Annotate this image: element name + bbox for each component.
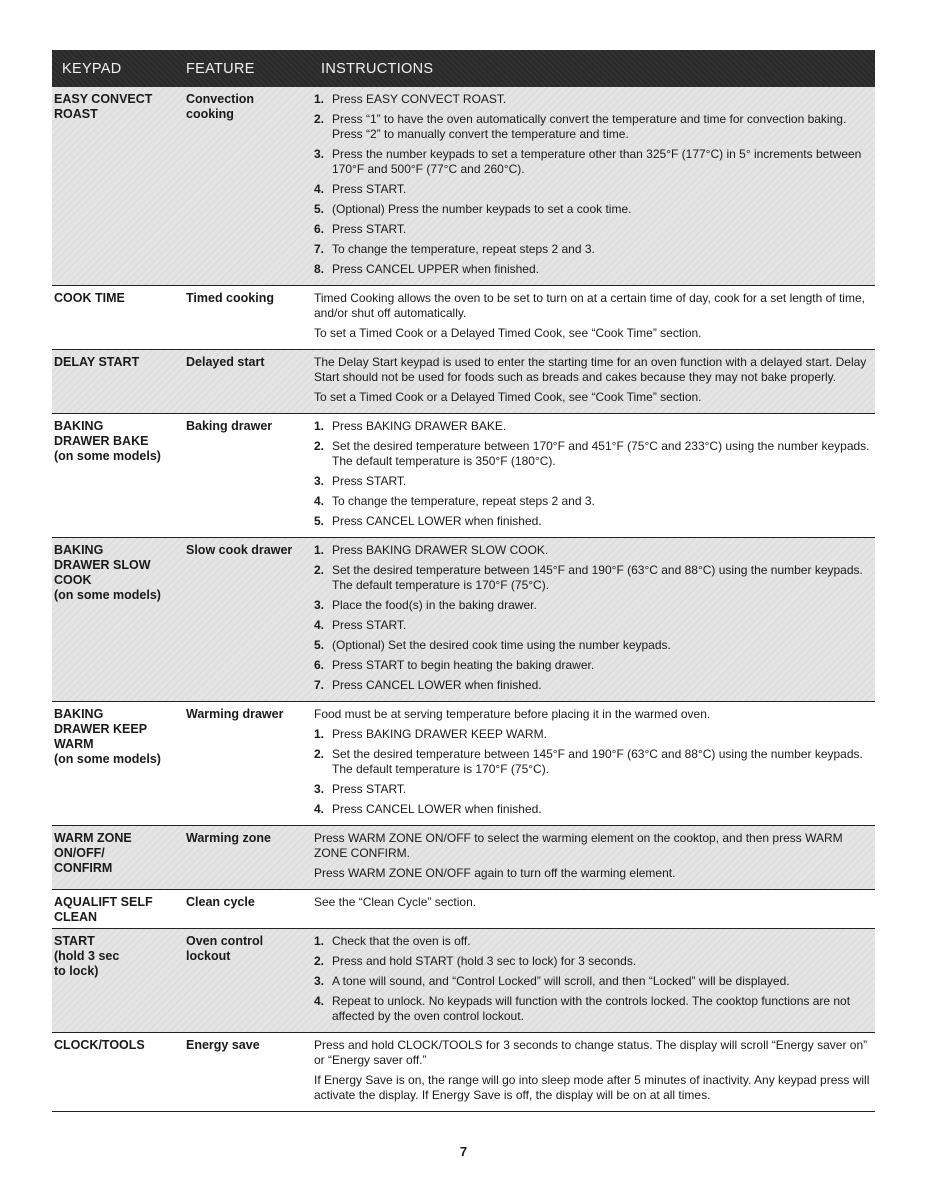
step-item: [314, 92, 871, 107]
feature-cell: [186, 419, 314, 534]
keypad-name: DRAWER SLOW: [54, 558, 151, 572]
keypad-cell: [52, 895, 186, 925]
steps-list: [314, 934, 871, 1024]
table-row: [52, 1033, 875, 1112]
step-text: Press BAKING DRAWER BAKE.: [332, 419, 507, 433]
feature-cell: [186, 1038, 314, 1108]
step-text: Press START.: [332, 618, 407, 632]
feature-cell: [186, 895, 314, 925]
step-number: 6.: [314, 658, 325, 672]
feature-cell: [186, 355, 314, 410]
step-text: Repeat to unlock. No keypads will function with the controls locked. The cooktop functions are not affected by the oven control lockout.: [332, 994, 851, 1023]
keypad-name: CLEAN: [54, 910, 98, 924]
step-text: Place the food(s) in the baking drawer.: [332, 598, 537, 612]
keypad-name: BAKING: [54, 419, 104, 433]
step-number: 6.: [314, 222, 325, 236]
instructions-cell: [314, 291, 875, 346]
keypad-cell: [52, 707, 186, 822]
keypad-name: (on some models): [54, 449, 161, 463]
step-item: [314, 494, 871, 509]
feature-name: Clean cycle: [186, 895, 255, 909]
feature-name: Timed cooking: [186, 291, 274, 305]
step-number: 2.: [314, 439, 325, 453]
keypad-name: BAKING: [54, 543, 104, 557]
steps-list: [314, 92, 871, 277]
step-number: 4.: [314, 494, 325, 508]
keypad-name: WARM ZONE: [54, 831, 132, 845]
step-item: [314, 974, 871, 989]
table-row: [52, 538, 875, 702]
step-number: 4.: [314, 618, 325, 632]
step-text: Set the desired temperature between 145°F and 190°F (63°C and 88°C) using the number keypads. The default temperature is 170°F (75°C).: [332, 747, 863, 776]
instructions-cell: [314, 707, 875, 822]
keypad-name: START: [54, 934, 95, 948]
step-item: [314, 638, 871, 653]
step-text: (Optional) Set the desired cook time using the number keypads.: [332, 638, 671, 652]
step-number: 7.: [314, 242, 325, 256]
step-item: [314, 747, 871, 777]
table-body: [52, 87, 875, 1112]
step-text: Press START to begin heating the baking drawer.: [332, 658, 595, 672]
step-number: 3.: [314, 147, 325, 161]
step-number: 3.: [314, 782, 325, 796]
step-item: [314, 954, 871, 969]
instructions-cell: [314, 895, 875, 925]
step-number: 2.: [314, 112, 325, 126]
step-number: 4.: [314, 994, 325, 1008]
instruction-paragraph: Food must be at serving temperature before placing it in the warmed oven.: [314, 707, 711, 721]
feature-name: Slow cook drawer: [186, 543, 293, 557]
table-row: [52, 929, 875, 1033]
keypad-name: BAKING: [54, 707, 104, 721]
feature-name: Convection: [186, 92, 255, 106]
keypad-name: ON/OFF/: [54, 846, 105, 860]
header-keypad: KEYPAD: [62, 60, 122, 77]
instruction-paragraph: Press and hold CLOCK/TOOLS for 3 seconds to change status. The display will scroll “Energy saver on” or “Energy saver off.”: [314, 1038, 868, 1067]
step-number: 1.: [314, 543, 325, 557]
step-text: Press and hold START (hold 3 sec to lock) for 3 seconds.: [332, 954, 637, 968]
step-item: [314, 262, 871, 277]
step-item: [314, 202, 871, 217]
step-item: [314, 678, 871, 693]
instruction-paragraph: The Delay Start keypad is used to enter the starting time for an oven function with a delayed start. Delay Start should not be used for foods such as breads and cakes because they may not bake properly.: [314, 355, 867, 384]
feature-cell: [186, 92, 314, 282]
instructions-cell: [314, 355, 875, 410]
steps-list: [314, 727, 871, 817]
step-item: [314, 618, 871, 633]
step-item: [314, 419, 871, 434]
keypad-cell: [52, 934, 186, 1029]
steps-list: [314, 543, 871, 693]
keypad-name: WARM: [54, 737, 94, 751]
step-item: [314, 147, 871, 177]
feature-cell: [186, 707, 314, 822]
feature-name: Baking drawer: [186, 419, 273, 433]
feature-name: Oven control: [186, 934, 264, 948]
step-text: Press CANCEL LOWER when finished.: [332, 678, 542, 692]
keypad-cell: [52, 291, 186, 346]
page-number: 7: [459, 1144, 468, 1159]
feature-cell: [186, 543, 314, 698]
step-text: Check that the oven is off.: [332, 934, 471, 948]
step-number: 1.: [314, 92, 325, 106]
step-item: [314, 658, 871, 673]
step-text: Press BAKING DRAWER KEEP WARM.: [332, 727, 547, 741]
step-text: Set the desired temperature between 145°F and 190°F (63°C and 88°C) using the number keypads. The default temperature is 170°F (75°C).: [332, 563, 863, 592]
step-number: 1.: [314, 419, 325, 433]
instructions-cell: [314, 1038, 875, 1108]
step-text: Press CANCEL LOWER when finished.: [332, 514, 542, 528]
instructions-cell: [314, 92, 875, 282]
step-item: [314, 112, 871, 142]
step-text: Press CANCEL LOWER when finished.: [332, 802, 542, 816]
instruction-paragraph: See the “Clean Cycle” section.: [314, 895, 477, 909]
keypad-name: ROAST: [54, 107, 98, 121]
step-item: [314, 563, 871, 593]
keypad-cell: [52, 831, 186, 886]
step-text: Press “1” to have the oven automatically convert the temperature and time for convection baking. Press “2” to manually convert the temperature and time.: [332, 112, 847, 141]
instruction-paragraph: Timed Cooking allows the oven to be set to turn on at a certain time of day, cook for a set length of time, and/or shut off automatically.: [314, 291, 865, 320]
feature-name: lockout: [186, 949, 231, 963]
keypad-name: (on some models): [54, 752, 161, 766]
table-row: [52, 87, 875, 286]
table-row: [52, 350, 875, 414]
step-text: To change the temperature, repeat steps 2 and 3.: [332, 242, 595, 256]
step-text: Press START.: [332, 182, 407, 196]
feature-name: Delayed start: [186, 355, 265, 369]
keypad-name: CONFIRM: [54, 861, 113, 875]
feature-name: Warming drawer: [186, 707, 284, 721]
step-number: 7.: [314, 678, 325, 692]
keypad-name: COOK TIME: [54, 291, 125, 305]
instructions-cell: [314, 419, 875, 534]
keypad-name: (on some models): [54, 588, 161, 602]
step-number: 1.: [314, 727, 325, 741]
step-item: [314, 182, 871, 197]
step-item: [314, 474, 871, 489]
step-number: 3.: [314, 974, 325, 988]
keypad-name: AQUALIFT SELF: [54, 895, 153, 909]
table-row: [52, 826, 875, 890]
step-number: 8.: [314, 262, 325, 276]
step-item: [314, 242, 871, 257]
step-item: [314, 439, 871, 469]
instruction-paragraph: To set a Timed Cook or a Delayed Timed Cook, see “Cook Time” section.: [314, 390, 702, 404]
keypad-cell: [52, 92, 186, 282]
feature-cell: [186, 831, 314, 886]
keypad-name: DRAWER BAKE: [54, 434, 149, 448]
keypad-name: DELAY START: [54, 355, 140, 369]
step-text: Set the desired temperature between 170°F and 451°F (75°C and 233°C) using the number keypads. The default temperature is 350°F (180°C).: [332, 439, 870, 468]
step-text: Press EASY CONVECT ROAST.: [332, 92, 507, 106]
step-text: (Optional) Press the number keypads to set a cook time.: [332, 202, 632, 216]
keypad-name: COOK: [54, 573, 92, 587]
step-item: [314, 994, 871, 1024]
keypad-name: CLOCK/TOOLS: [54, 1038, 145, 1052]
keypad-name: EASY CONVECT: [54, 92, 153, 106]
step-item: [314, 727, 871, 742]
step-number: 3.: [314, 598, 325, 612]
step-number: 5.: [314, 514, 325, 528]
table-header: [52, 50, 875, 87]
feature-cell: [186, 934, 314, 1029]
table-row: [52, 702, 875, 826]
step-text: Press START.: [332, 222, 407, 236]
keypad-name: to lock): [54, 964, 99, 978]
step-number: 2.: [314, 954, 325, 968]
keypad-name: DRAWER KEEP: [54, 722, 148, 736]
instruction-paragraph: Press WARM ZONE ON/OFF to select the warming element on the cooktop, and then press WARM ZONE CONFIRM.: [314, 831, 843, 860]
step-number: 2.: [314, 747, 325, 761]
feature-cell: [186, 291, 314, 346]
feature-name: Warming zone: [186, 831, 271, 845]
table-row: [52, 286, 875, 350]
keypad-cell: [52, 1038, 186, 1108]
instructions-cell: [314, 934, 875, 1029]
table-row: [52, 414, 875, 538]
step-item: [314, 543, 871, 558]
instructions-cell: [314, 831, 875, 886]
instructions-cell: [314, 543, 875, 698]
step-text: To change the temperature, repeat steps 2 and 3.: [332, 494, 595, 508]
step-item: [314, 598, 871, 613]
steps-list: [314, 419, 871, 529]
instruction-paragraph: Press WARM ZONE ON/OFF again to turn off the warming element.: [314, 866, 676, 880]
feature-name: Energy save: [186, 1038, 260, 1052]
step-number: 3.: [314, 474, 325, 488]
step-number: 5.: [314, 202, 325, 216]
feature-name: cooking: [186, 107, 234, 121]
step-item: [314, 802, 871, 817]
instruction-paragraph: If Energy Save is on, the range will go into sleep mode after 5 minutes of inactivity. Any keypad press will activate the display. If Energy Save is off, the display will be on at all times.: [314, 1073, 870, 1102]
step-text: Press START.: [332, 474, 407, 488]
step-text: Press START.: [332, 782, 407, 796]
keypad-cell: [52, 355, 186, 410]
step-text: Press BAKING DRAWER SLOW COOK.: [332, 543, 549, 557]
keypad-cell: [52, 543, 186, 698]
step-number: 2.: [314, 563, 325, 577]
table-row: [52, 890, 875, 929]
instruction-table: [52, 50, 875, 1112]
step-number: 4.: [314, 802, 325, 816]
step-number: 1.: [314, 934, 325, 948]
step-text: Press the number keypads to set a temperature other than 325°F (177°C) in 5° increments between 170°F and 500°F (77°C and 260°C).: [332, 147, 862, 176]
step-item: [314, 782, 871, 797]
step-item: [314, 514, 871, 529]
step-text: A tone will sound, and “Control Locked” will scroll, and then “Locked” will be displayed.: [332, 974, 790, 988]
step-text: Press CANCEL UPPER when finished.: [332, 262, 539, 276]
keypad-name: (hold 3 sec: [54, 949, 120, 963]
step-item: [314, 934, 871, 949]
header-feature: FEATURE: [186, 60, 255, 77]
instruction-paragraph: To set a Timed Cook or a Delayed Timed Cook, see “Cook Time” section.: [314, 326, 702, 340]
keypad-cell: [52, 419, 186, 534]
step-number: 4.: [314, 182, 325, 196]
step-number: 5.: [314, 638, 325, 652]
step-item: [314, 222, 871, 237]
header-instructions: INSTRUCTIONS: [321, 60, 434, 77]
